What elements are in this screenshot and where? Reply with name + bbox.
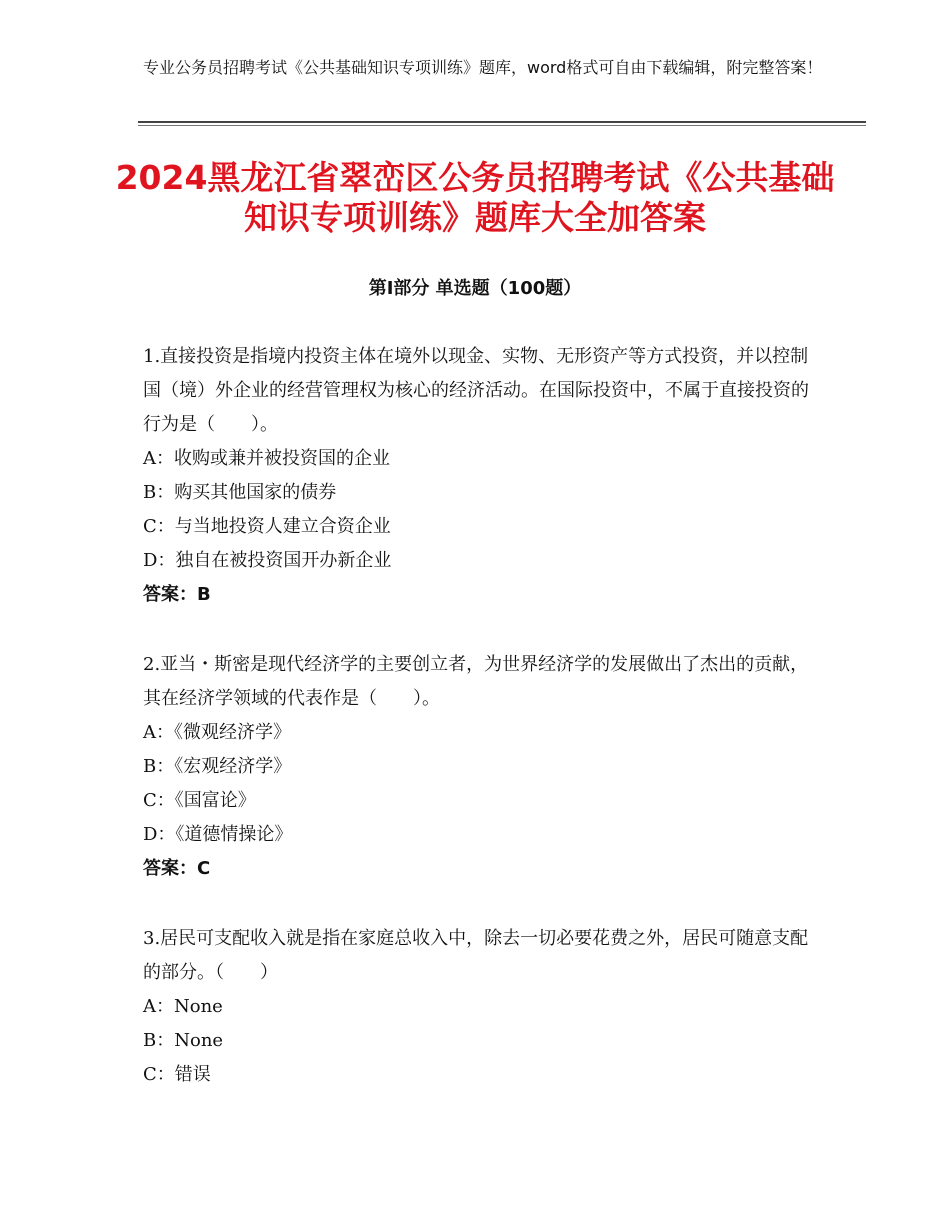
question-stem: 3.居民可支配收入就是指在家庭总收入中，除去一切必要花费之外，居民可随意支配的部分。（ ）: [143, 928, 809, 983]
option-b: B：购买其他国家的债券: [143, 482, 337, 503]
option-d: D：独自在被投资国开办新企业: [143, 550, 392, 571]
option-d: D：《道德情操论》: [143, 824, 293, 845]
header-note: 专业公务员招聘考试《公共基础知识专项训练》题库，word格式可自由下载编辑，附完整答案！: [143, 58, 823, 77]
option-c: C：《国富论》: [143, 790, 256, 811]
question-3: [143, 922, 811, 1092]
answer: 答案：B: [143, 584, 211, 605]
question-1: [143, 340, 811, 612]
question-stem: 2.亚当・斯密是现代经济学的主要创立者，为世界经济学的发展做出了杰出的贡献，其在经济学领域的代表作是（ ）。: [143, 654, 809, 709]
question-stem: 1.直接投资是指境内投资主体在境外以现金、实物、无形资产等方式投资，并以控制国（境）外企业的经营管理权为核心的经济活动。在国际投资中，不属于直接投资的行为是（ ）。: [143, 346, 809, 435]
option-a: A：None: [143, 996, 223, 1017]
option-c: C：与当地投资人建立合资企业: [143, 516, 391, 537]
header-rule-thick: [138, 121, 866, 123]
option-b: B：None: [143, 1030, 224, 1051]
question-2: [143, 648, 811, 886]
section-title: 第Ⅰ部分 单选题（100题）: [368, 278, 582, 299]
option-a: A：《微观经济学》: [143, 722, 291, 743]
answer: 答案：C: [143, 858, 211, 879]
document-title: 2024黑龙江省翠峦区公务员招聘考试《公共基础知识专项训练》题库大全加答案: [115, 158, 835, 237]
option-a: A：收购或兼并被投资国的企业: [143, 448, 390, 469]
option-b: B：《宏观经济学》: [143, 756, 292, 777]
header-rule-thin: [138, 125, 866, 126]
option-c: C：错误: [143, 1064, 211, 1085]
